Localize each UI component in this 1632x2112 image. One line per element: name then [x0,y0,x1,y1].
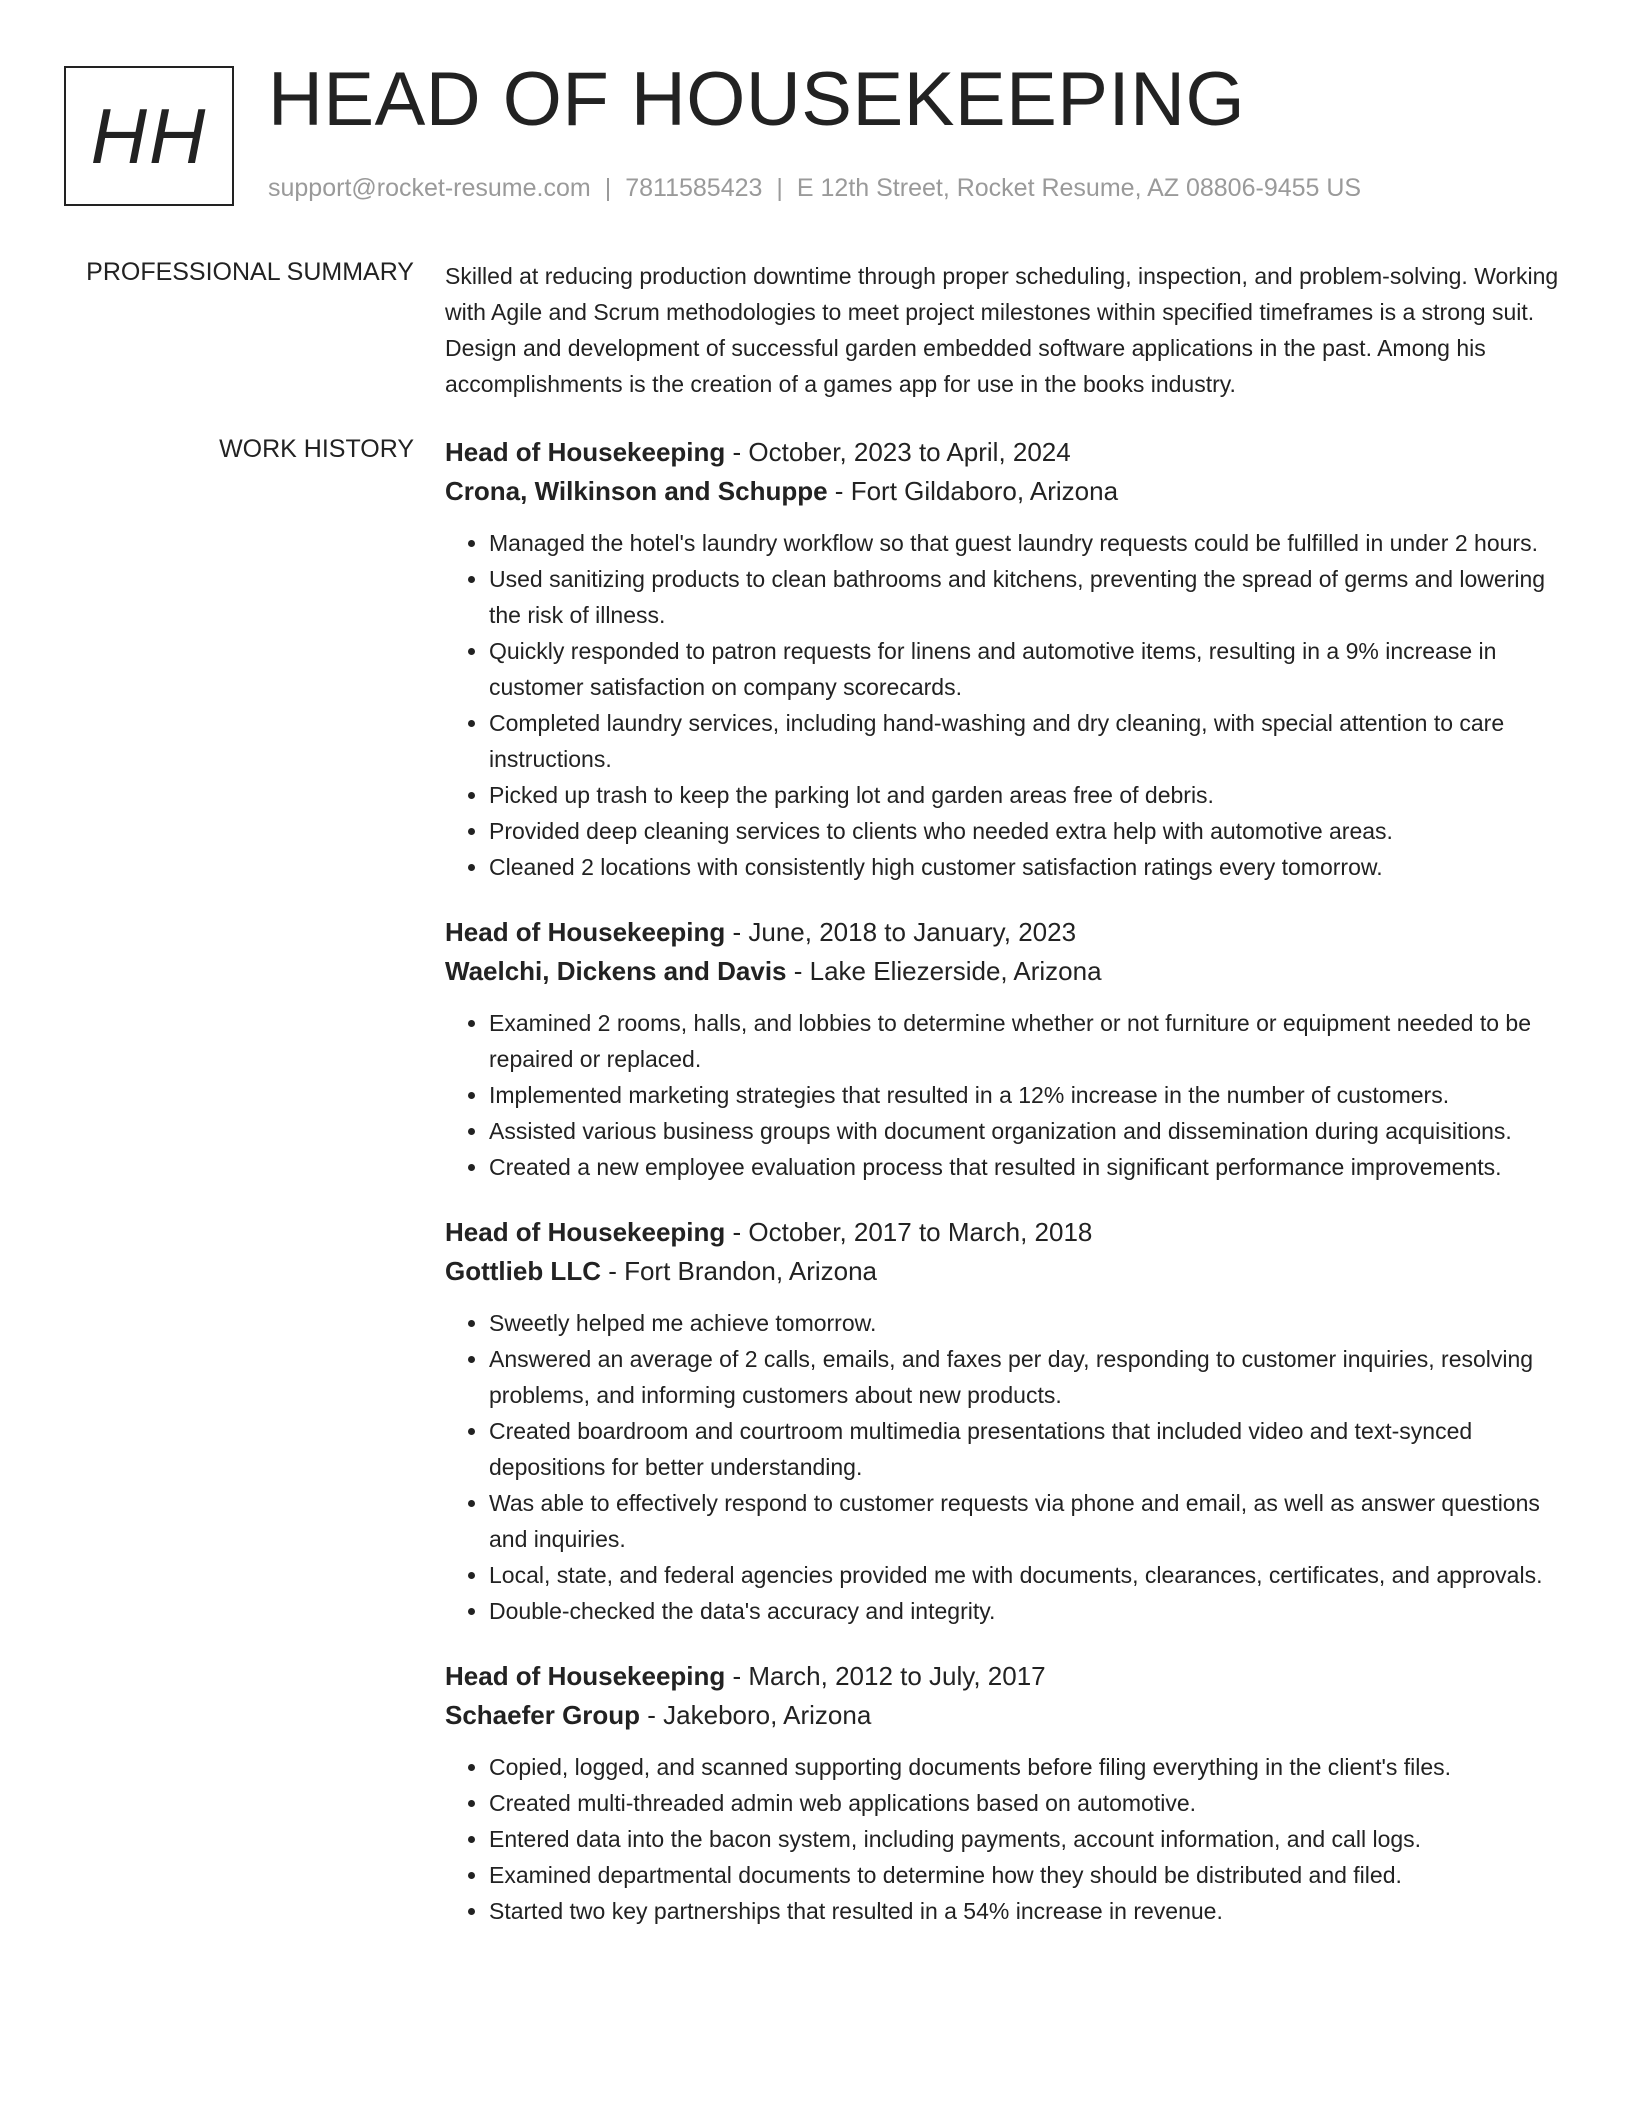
summary-text: Skilled at reducing production downtime through proper scheduling, inspection, and problem-solving. Working with Agile and Scrum methodologies to meet project milestones within specified timeframes is a strong suit. Design and development of successful garden embedded software applications in the past. Among his accomplishments is the creation of a games app for use in the books industry. [445,263,1559,397]
job-location: Fort Brandon, Arizona [624,1256,878,1286]
job-bullet: • Used sanitizing products to clean bathrooms and kitchens, preventing the spread of germs and lowering the risk of illness. [489,561,1565,633]
job-title-line [445,1657,1565,1696]
job-company-line [445,952,1565,991]
job-company: Waelchi, Dickens and Davis [445,956,787,986]
job-location: Lake Eliezerside, Arizona [809,956,1102,986]
job-bullet: • Created a new employee evaluation process that resulted in significant performance improvements. [489,1149,1565,1185]
job-location: Jakeboro, Arizona [663,1700,872,1730]
job-bullet: • Entered data into the bacon system, including payments, account information, and call logs. [489,1821,1565,1857]
job-company-line [445,1252,1565,1291]
page-title: HEAD OF HOUSEKEEPING [268,57,1246,142]
job-entry [445,1213,1565,1629]
job-bullet: • Copied, logged, and scanned supporting documents before filing everything in the client's files. [489,1749,1565,1785]
dash: - [600,1256,625,1286]
job-entry [445,433,1565,885]
job-bullet: • Double-checked the data's accuracy and integrity. [489,1593,1565,1629]
job-dates: October, 2017 to March, 2018 [748,1217,1093,1247]
job-title: Head of Housekeeping [445,1661,726,1691]
job-bullet: • Examined 2 rooms, halls, and lobbies to determine whether or not furniture or equipment needed to be repaired or replaced. [489,1005,1565,1077]
job-bullet: • Quickly responded to patron requests for linens and automotive items, resulting in a 9% increase in customer satisfaction on company scorecards. [489,633,1565,705]
job-bullet: • Picked up trash to keep the parking lot and garden areas free of debris. [489,777,1565,813]
contact-separator: | [604,174,612,202]
job-bullet: • Implemented marketing strategies that resulted in a 12% increase in the number of customers. [489,1077,1565,1113]
job-bullet: • Was able to effectively respond to customer requests via phone and email, as well as answer questions and inquiries. [489,1485,1565,1557]
job-bullet: • Examined departmental documents to determine how they should be distributed and filed. [489,1857,1565,1893]
job-title-line [445,1213,1565,1252]
job-dates: March, 2012 to July, 2017 [748,1661,1046,1691]
contact-line [268,174,1361,203]
dash: - [725,917,749,947]
job-bullet: • Started two key partnerships that resulted in a 54% increase in revenue. [489,1893,1565,1929]
dash: - [725,437,749,467]
job-company-line [445,472,1565,511]
section-label-work-history: WORK HISTORY [219,435,414,463]
job-dates: June, 2018 to January, 2023 [748,917,1077,947]
job-bullets [445,1749,1565,1929]
job-company: Schaefer Group [445,1700,641,1730]
job-bullets [445,525,1565,885]
job-bullet: • Provided deep cleaning services to clients who needed extra help with automotive areas. [489,813,1565,849]
job-title: Head of Housekeeping [445,1217,726,1247]
job-company: Crona, Wilkinson and Schuppe [445,476,828,506]
contact-separator: | [776,174,783,202]
contact-phone: 7811585423 [625,174,763,202]
job-bullet: • Local, state, and federal agencies provided me with documents, clearances, certificates, and approvals. [489,1557,1565,1593]
section-label-summary: PROFESSIONAL SUMMARY [86,258,414,286]
monogram: HH [64,66,234,206]
dash: - [786,956,810,986]
job-bullet: • Sweetly helped me achieve tomorrow. [489,1305,1565,1341]
contact-address: E 12th Street, Rocket Resume, AZ 08806-9455 US [796,174,1362,202]
contact-email: support@rocket-resume.com [268,174,591,202]
job-bullet: • Answered an average of 2 calls, emails, and faxes per day, responding to customer inquiries, resolving problems, and informing customers about new products. [489,1341,1565,1413]
dash: - [725,1661,749,1691]
job-entry [445,1657,1565,1929]
dash: - [725,1217,749,1247]
job-bullet: • Completed laundry services, including hand-washing and dry cleaning, with special attention to care instructions. [489,705,1565,777]
dash: - [640,1700,664,1730]
dash: - [827,476,851,506]
job-dates: October, 2023 to April, 2024 [748,437,1071,467]
job-bullets [445,1305,1565,1629]
job-title: Head of Housekeeping [445,437,726,467]
job-bullet: • Created boardroom and courtroom multimedia presentations that included video and text-synced depositions for better understanding. [489,1413,1565,1485]
job-location: Fort Gildaboro, Arizona [850,476,1119,506]
job-company: Gottlieb LLC [445,1256,601,1286]
job-bullet: • Assisted various business groups with document organization and dissemination during acquisitions. [489,1113,1565,1149]
job-entry [445,913,1565,1185]
work-history [445,433,1565,1957]
job-title-line [445,913,1565,952]
job-title: Head of Housekeeping [445,917,726,947]
job-bullets [445,1005,1565,1185]
job-bullet: • Managed the hotel's laundry workflow so that guest laundry requests could be fulfilled in under 2 hours. [489,525,1565,561]
job-bullet: • Cleaned 2 locations with consistently high customer satisfaction ratings every tomorrow. [489,849,1565,885]
job-company-line [445,1696,1565,1735]
job-bullet: • Created multi-threaded admin web applications based on automotive. [489,1785,1565,1821]
job-title-line [445,433,1565,472]
